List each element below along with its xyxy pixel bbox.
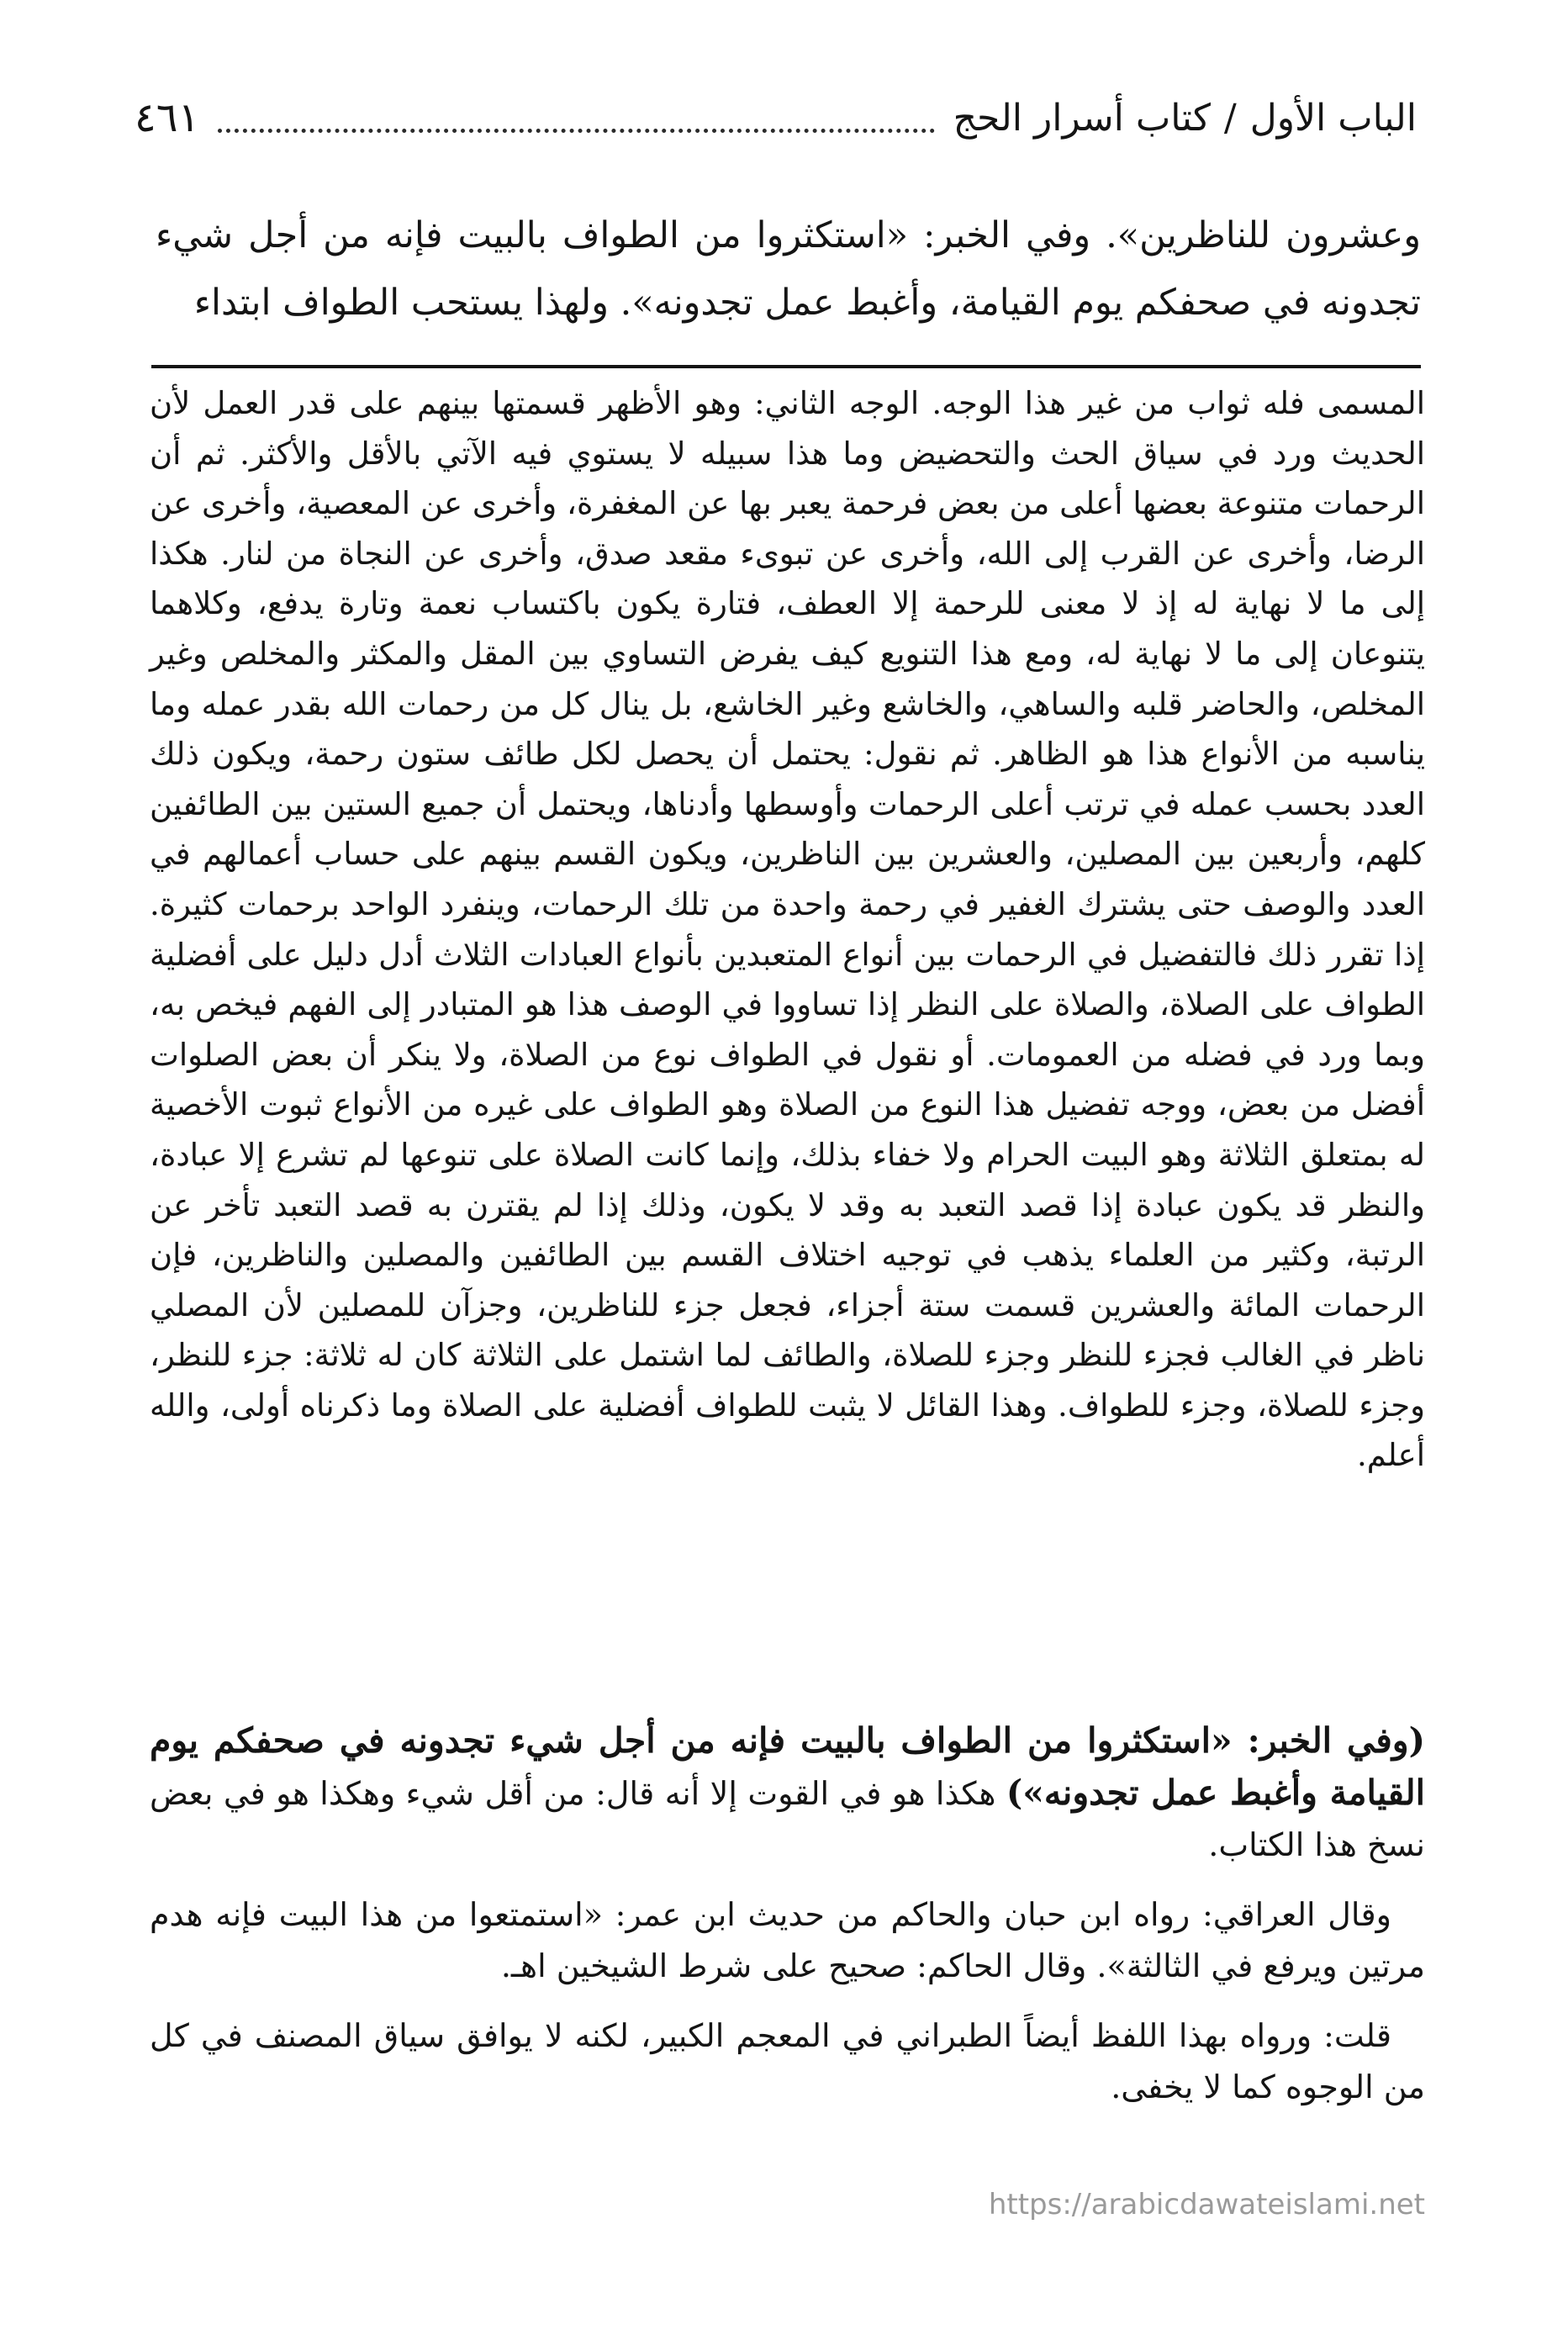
- section-lead-rest: هكذا هو في القوت إلا أنه قال: من أقل شيء وهكذا هو في بعض نسخ هذا الكتاب.: [150, 1775, 1425, 1863]
- book-title: كتاب أسرار الحج: [953, 96, 1211, 140]
- commentary-block: [150, 378, 1425, 1481]
- site-watermark: https://arabicdawateislami.net: [988, 2188, 1425, 2221]
- section-paragraph-iraqi: وقال العراقي: رواه ابن حبان والحاكم من حديث ابن عمر: «استمتعوا من هذا البيت فإنه هدم مرتين ويرفع في الثالثة». وقال الحاكم: صحيح على شرط الشيخين اهـ.: [150, 1896, 1425, 1984]
- footnote-divider: [151, 365, 1421, 368]
- commentary-section: [150, 1715, 1425, 2113]
- main-text-paragraph: وعشرون للناظرين». وفي الخبر: «استكثروا من الطواف بالبيت فإنه من أجل شيء تجدونه في صحفكم يوم القيامة، وأغبط عمل تجدونه». ولهذا يستحب الطواف ابتداء: [156, 214, 1421, 324]
- section-paragraph-qultu: قلت: ورواه بهذا اللفظ أيضاً الطبراني في المعجم الكبير، لكنه لا يوافق سياق المصنف في كل من الوجوه كما لا يخفى.: [150, 2017, 1425, 2105]
- header-dot-leader: [218, 103, 934, 133]
- page-number: ٤٦١: [135, 94, 200, 141]
- chapter-title: الباب الأول: [1249, 96, 1417, 140]
- main-text: [156, 202, 1421, 336]
- section-lead-paragraph: [150, 1715, 1425, 1871]
- commentary-paragraph: المسمى فله ثواب من غير هذا الوجه. الوجه الثاني: وهو الأظهر قسمتها بينهم على قدر العمل لأن الحديث ورد في سياق الحث والتحضيض وما هذا سبيله لا يستوي فيه الآتي بالأقل والأكثر. ثم أن الرحمات متنوعة بعضها أعلى من بعض فرحمة يعبر بها عن المغفرة، وأخرى عن المعصية، وأخرى عن الرضا، وأخرى عن القرب إلى الله، وأخرى عن تبوىء مقعد صدق، وأخرى عن النجاة من لنار. هكذا إلى ما لا نهاية له إذ لا معنى للرحمة إلا العطف، فتارة يكون باكتساب نعمة وتارة يدفع، وكلاهما يتنوعان إلى ما لا نهاية له، ومع هذا التنويع كيف يفرض التساوي بين المقل والمكثر والمخلص وغير المخلص، والحاضر قلبه والساهي، والخاشع وغير الخاشع، بل ينال كل من رحمات الله بقدر عمله وما يناسبه من الأنواع هذا هو الظاهر. ثم نقول: يحتمل أن يحصل لكل طائف ستون رحمة، ويكون ذلك العدد بحسب عمله في ترتب أعلى الرحمات وأوسطها وأدناها، ويحتمل أن جميع الستين بين الطائفين كلهم، وأربعين بين المصلين، والعشرين بين الناظرين، ويكون القسم بينهم على حساب أعمالهم في العدد والوصف حتى يشترك الغفير في رحمة واحدة من تلك الرحمات، وينفرد الواحد برحمات كثيرة. إذا تقرر ذلك فالتفضيل في الرحمات بين أنواع المتعبدين بأنواع العبادات الثلاث أدل دليل على أفضلية الطواف على الصلاة، والصلاة على النظر إذا تساووا في الوصف هذا هو المتبادر إلى الفهم فيخص به، وبما ورد في فضله من العمومات. أو نقول في الطواف نوع من الصلاة، ولا ينكر أن بعض الصلوات أفضل من بعض، ووجه تفضيل هذا النوع من الصلاة وهو الطواف على غيره من الأنواع ثبوت الأخصية له بمتعلق الثلاثة وهو البيت الحرام ولا خفاء بذلك، وإنما كانت الصلاة على تنوعها لم تشرع إلا عبادة، والنظر قد يكون عبادة إذا قصد التعبد به وقد لا يكون، وذلك إذا لم يقترن به قصد التعبد تأخر عن الرتبة، وكثير من العلماء يذهب في توجيه اختلاف القسم بين الطائفين والمصلين والناظرين، فإن الرحمات المائة والعشرين قسمت ستة أجزاء، فجعل جزء للناظرين، وجزآن للمصلين لأن المصلي ناظر في الغالب فجزء للنظر وجزء للصلاة، والطائف لما اشتمل على الثلاثة كان له ثلاثة: جزء للنظر، وجزء للصلاة، وجزء للطواف. وهذا القائل لا يثبت للطواف أفضلية على الصلاة وما ذكرناه أولى، والله أعلم.: [150, 385, 1426, 1474]
- header-title: [953, 97, 1417, 140]
- header-separator: /: [1223, 96, 1237, 140]
- section-lead-quote: (وفي الخبر: «استكثروا من الطواف بالبيت فإنه من أجل شيء تجدونه في صحفكم يوم القيامة وأغبط عمل تجدونه»): [150, 1720, 1426, 1813]
- running-header: [135, 82, 1417, 153]
